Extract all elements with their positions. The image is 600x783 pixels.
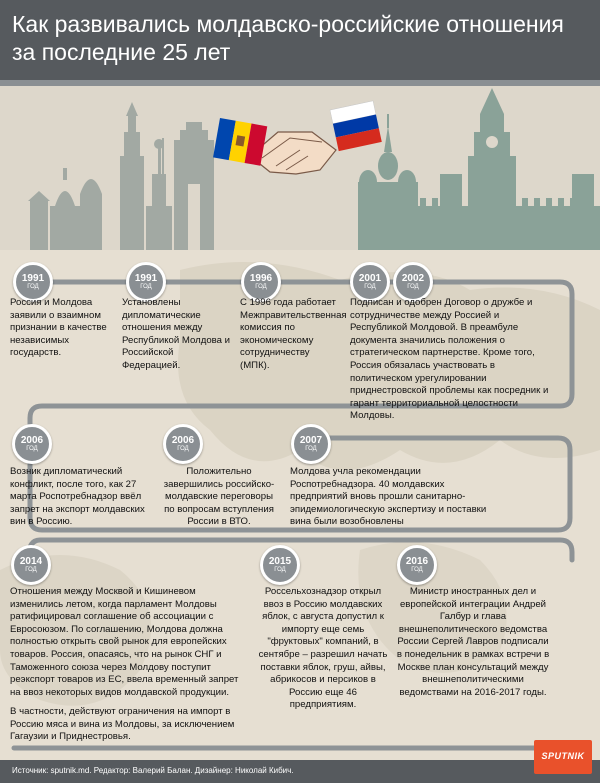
page-title: Как развивались молдавско-российские отношения за последние 25 лет — [12, 11, 564, 65]
event-text: Россия и Молдова заявили о взаимном признании в качестве независимых государств. — [10, 297, 107, 359]
year-badge: 2001 ГОД — [350, 262, 390, 302]
year-badge: 2007 ГОД — [291, 424, 331, 464]
event-text: Министр иностранных дел и европейской интеграции Андрей Галбур и глава внешнеполитического ведомства России Сергей Лавров подписали в понедельник в рамках встречи в Москве план консультаций между внешнеполитическими ведомствами на 2016-2017 годы. — [396, 586, 550, 698]
year-badge: 2002 ГОД — [393, 262, 433, 302]
event-text: В частности, действуют ограничения на импорт в Россию мяса и вина из Молдовы, за исключением Гагаузии и Приднестровья. — [10, 706, 235, 743]
event-text: Установлены дипломатические отношения между Республикой Молдова и Российской Федерацией. — [122, 297, 230, 371]
year-badge: 2014 ГОД — [11, 545, 51, 585]
event-text: Положительно завершились российско-молдавские переговоры по вопросам вступления России в ВТО. — [163, 466, 275, 528]
year-badge: 2015 ГОД — [260, 545, 300, 585]
year-badge: 1991 ГОД — [126, 262, 166, 302]
event-text: Молдова учла рекомендации Роспотребнадзора. 40 молдавских предприятий вновь прошли санитарно-эпидемиологическую экспертизу и поставки вина были возобновлены — [290, 466, 487, 528]
year-badge: 1996 ГОД — [241, 262, 281, 302]
event-text: С 1996 года работает Межправительственная комиссия по экономическому сотрудничеству (МПК). — [240, 297, 347, 371]
year-badge: 2016 ГОД — [397, 545, 437, 585]
event-text: Подписан и одобрен Договор о дружбе и сотрудничестве между Россией и Республикой Молдовой. В преамбуле документа значились положения о стратегическом партнерстве. Кроме того, Россия обязалась участвовать в политическом урегулировании приднестровской проблемы как посредник и гарант территориальной целостности Молдовы. — [350, 297, 549, 422]
event-text: Россельхознадзор открыл ввоз в Россию молдавских яблок, с августа допустил к импорту еще семь "фруктовых" компаний, в сентябре – разрешил начать поставки яблок, груш, айвы, абрикосов и персиков в Россию еще 46 предприятиям. — [258, 586, 388, 711]
sputnik-logo: SPUTNIK — [534, 740, 592, 774]
year-badge: 2006 ГОД — [163, 424, 203, 464]
footer — [0, 760, 600, 783]
event-text: Отношения между Москвой и Кишиневом изменились летом, когда парламент Молдовы ратифицировал соглашение об ассоциации с Евросоюзом. По соглашению, Молдова должна полностью открыть свой рынок для европейских товаров. Россия, опасаясь, что на рынок СНГ и Таможенного союза через Молдову поступит реэкспорт товаров из ЕС, ввела временный запрет на ввоз некоторых видов молдавской продукции. — [10, 586, 239, 698]
event-text: Возник дипломатический конфликт, после того, как 27 марта Роспотребнадзор ввёл запрет на экспорт молдавских вин в Россию. — [10, 466, 145, 528]
source-credit: Источник: sputnik.md. Редактор: Валерий Балан. Дизайнер: Николай Кибич. — [12, 766, 294, 775]
year-badge: 1991 ГОД — [13, 262, 53, 302]
year-badge: 2006 ГОД — [12, 424, 52, 464]
